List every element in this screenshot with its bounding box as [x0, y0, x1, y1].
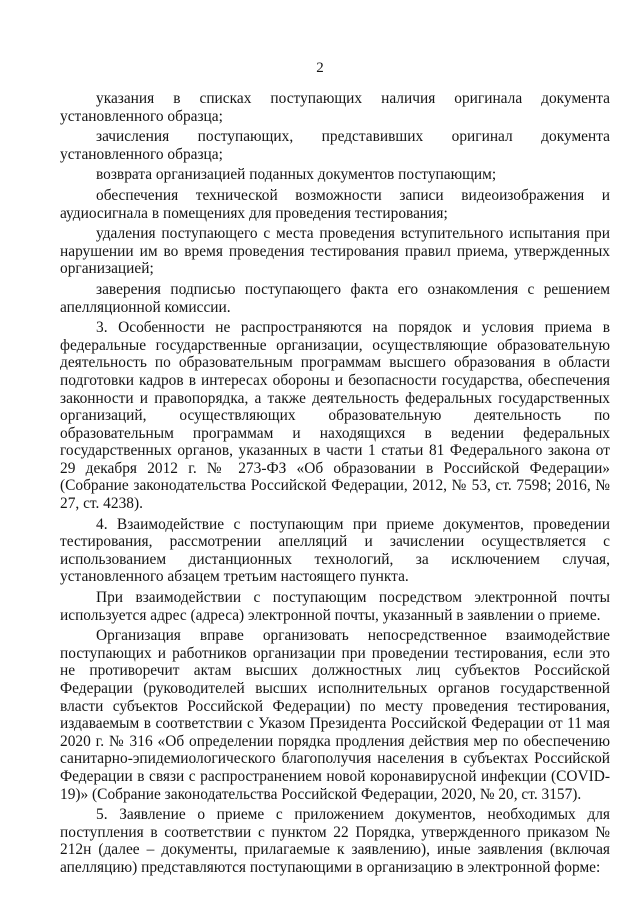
paragraph: заверения подписью поступающего факта его ознакомления с решением апелляционной комиссии.: [60, 280, 610, 316]
paragraph: обеспечения технической возможности записи видеоизображения и аудиосигнала в помещениях для проведения тестирования;: [60, 186, 610, 222]
paragraph: 4. Взаимодействие с поступающим при приеме документов, проведении тестирования, рассмотрении апелляций и зачислении осуществляется с использованием дистанционных технологий, за исключением случая, установленного абзацем третьим настоящего пункта.: [60, 515, 610, 586]
paragraph: удаления поступающего с места проведения вступительного испытания при нарушении им во время проведения тестирования правил приема, утвержденных организацией;: [60, 225, 610, 278]
paragraph: Организация вправе организовать непосредственное взаимодействие поступающих и работников организации при проведении тестирования, если это не противоречит актам высших должностных лиц субъектов Российской Федерации (руководителей высших исполнительных органов государственной власти субъектов Российской Федерации) по месту проведения тестирования, издаваемым в соответствии с Указом Президента Российской Федерации от 11 мая 2020 г. № 316 «Об определении порядка продления действия мер по обеспечению санитарно-эпидемиологического благополучия населения в субъектах Российской Федерации в связи с распространением новой коронавирусной инфекции (COVID-19)» (Собрание законодательства Российской Федерации, 2020, № 20, ст. 3157).: [60, 627, 610, 803]
paragraph: 3. Особенности не распространяются на порядок и условия приема в федеральные государственные организации, осуществляющие образовательную деятельность по образовательным программам высшего образования в области подготовки кадров в интересах обороны и безопасности государства, обеспечения законности и правопорядка, а также деятельность федеральных государственных организаций, осуществляющих образовательную деятельность по образовательным программам и находящихся в ведении федеральных государственных органов, указанных в части 1 статьи 81 Федерального закона от 29 декабря 2012 г. № 273-ФЗ «Об образовании в Российской Федерации» (Собрание законодательства Российской Федерации, 2012, № 53, ст. 7598; 2016, № 27, ст. 4238).: [60, 319, 610, 513]
paragraph: 5. Заявление о приеме с приложением документов, необходимых для поступления в соответствии с пунктом 22 Порядка, утвержденного приказом № 212н (далее – документы, прилагаемые к заявлению), иные заявления (включая апелляцию) представляются поступающими в организацию в электронной форме:: [60, 806, 610, 876]
paragraph: зачисления поступающих, представивших оригинал документа установленного образца;: [60, 128, 610, 163]
paragraph: возврата организацией поданных документов поступающим;: [96, 166, 497, 184]
paragraph: При взаимодействии с поступающим посредством электронной почты используется адрес (адреса) электронной почты, указанный в заявлении о приеме.: [60, 589, 610, 624]
page-number: 2: [316, 60, 324, 76]
document-body: [60, 90, 610, 877]
paragraph: указания в списках поступающих наличия оригинала документа установленного образца;: [60, 90, 610, 125]
